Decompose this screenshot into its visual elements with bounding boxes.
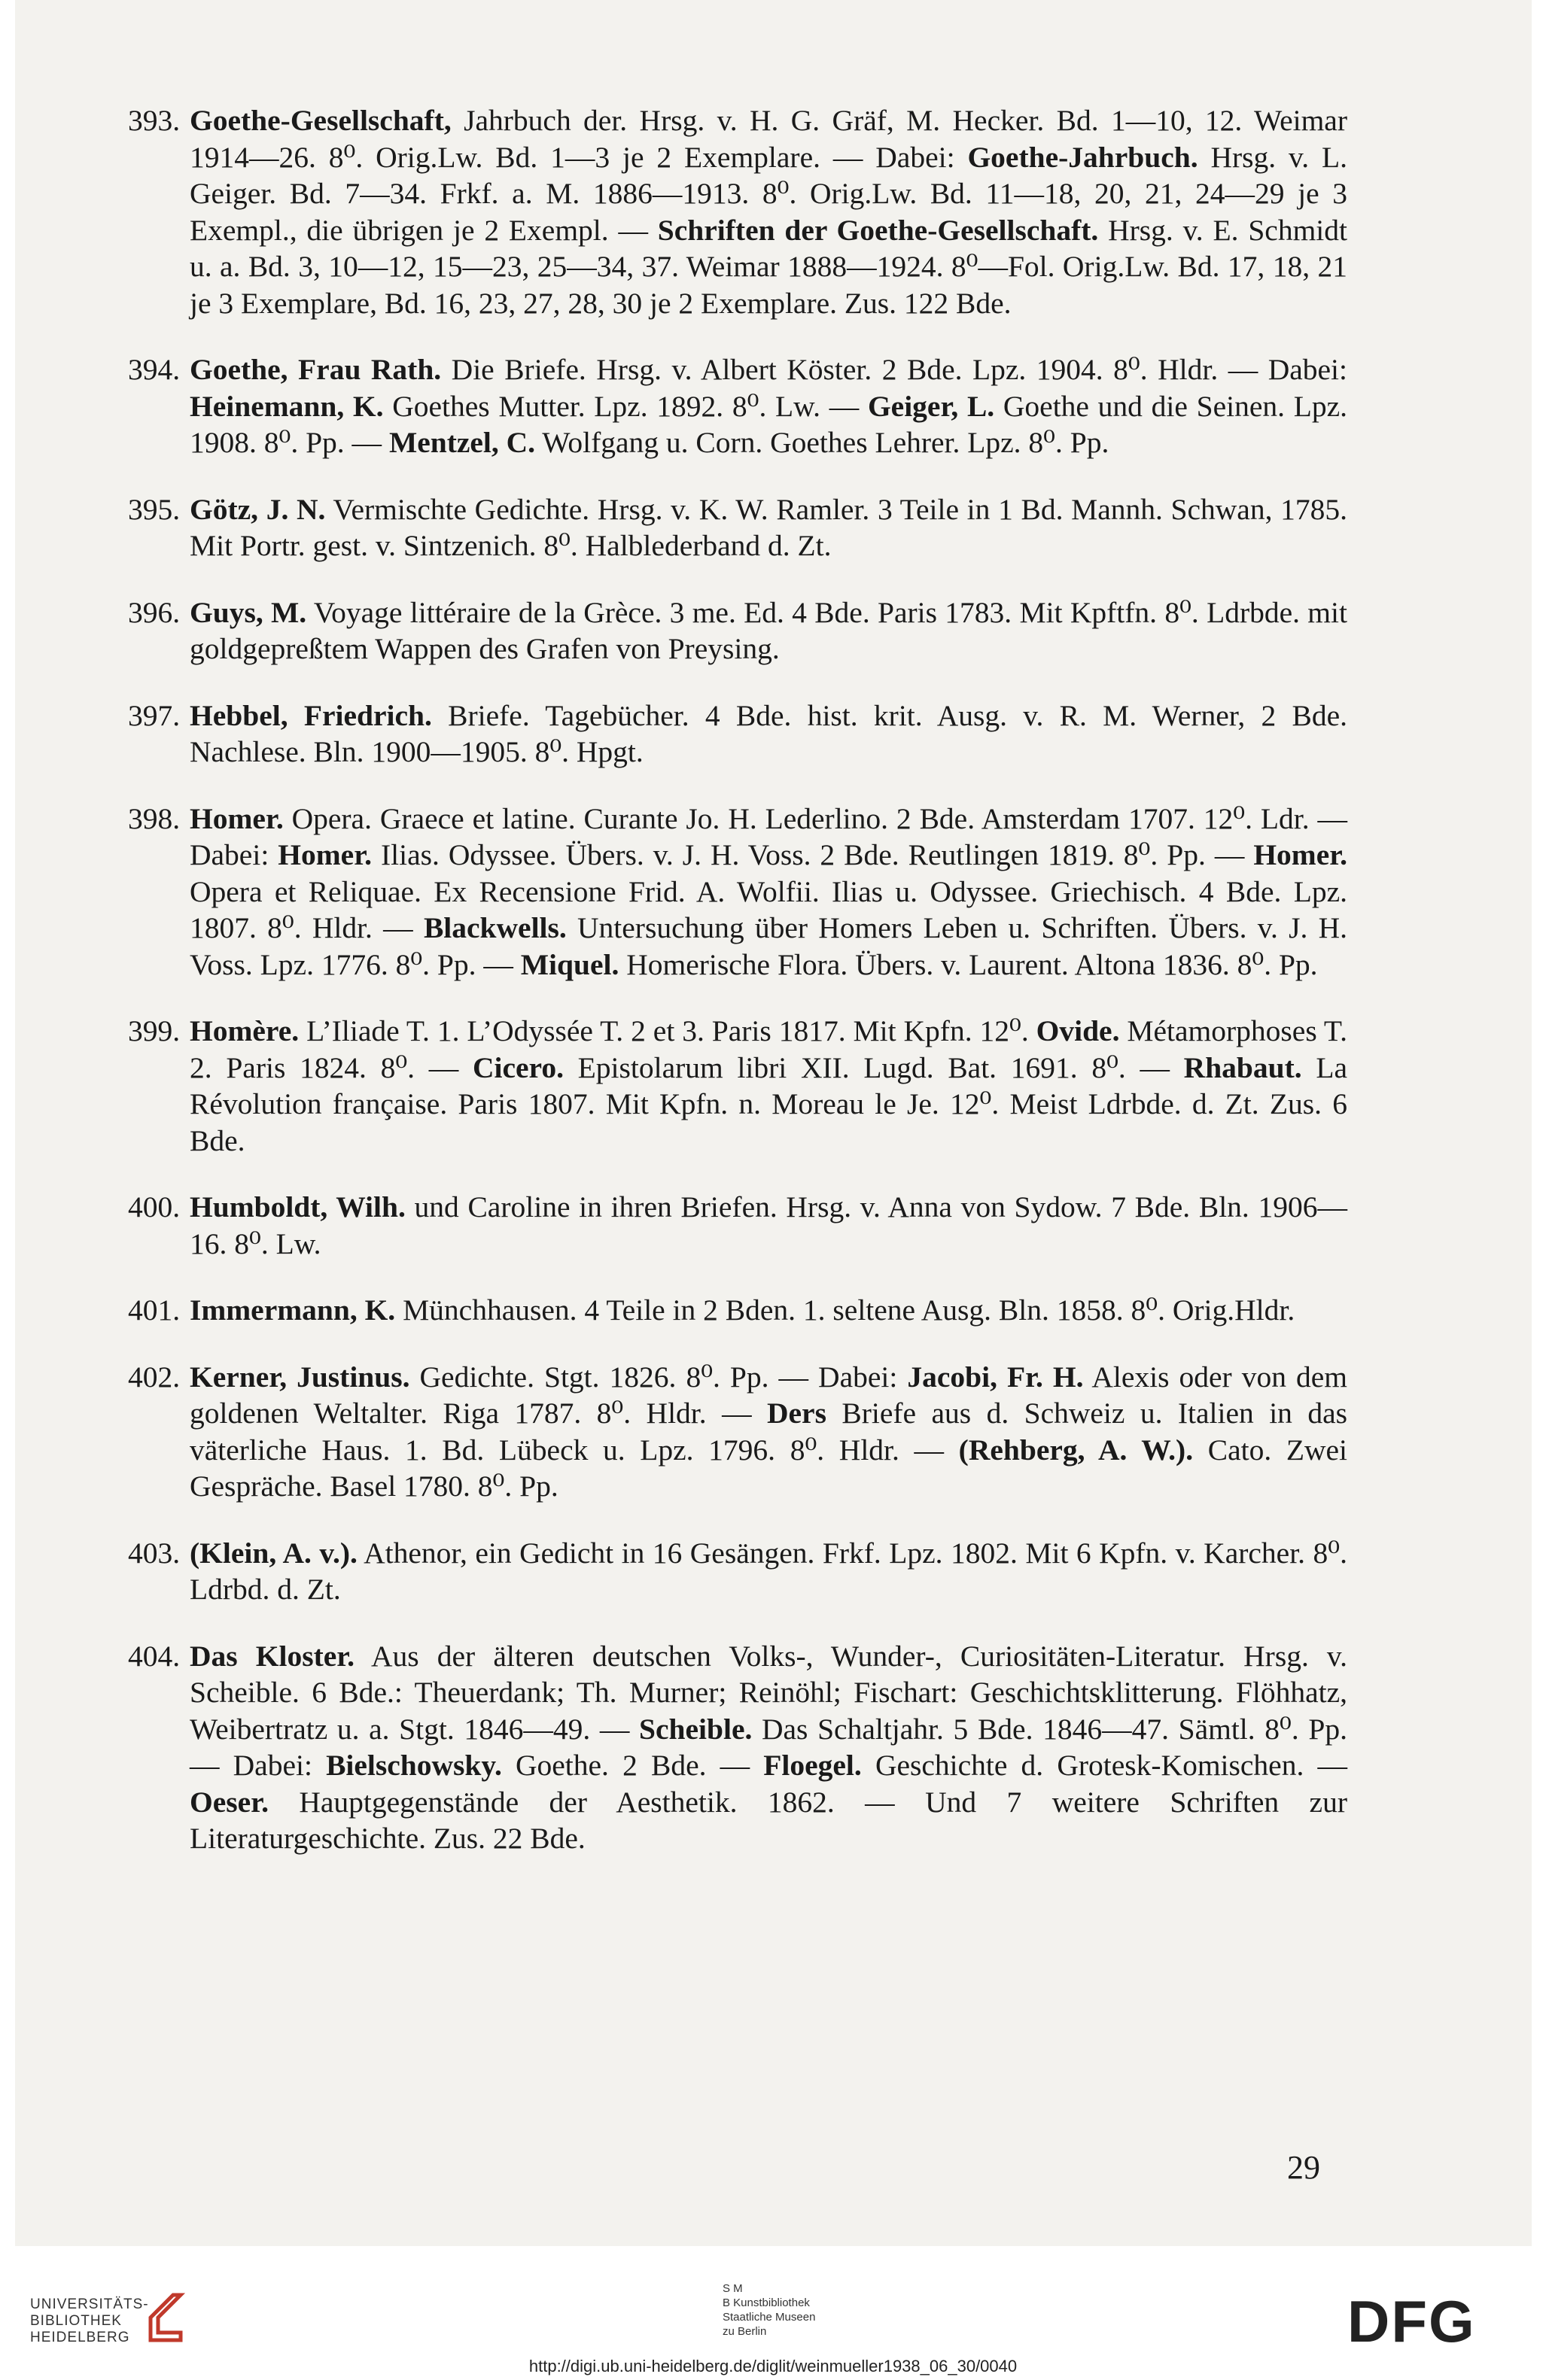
entry-author: Das Kloster.: [190, 1639, 355, 1673]
entry-author: Rhabaut.: [1183, 1050, 1302, 1084]
entry-text: [190, 351, 1347, 461]
entry-number: 404.: [128, 1639, 181, 1673]
entry-description: Jahrbuch der. Hrsg. v. H. G. Gräf, M. Hecker. Bd. 1—10, 12. Weimar 1914—26. 8⁰. Orig.Lw. Bd. 1—3 je 2 Exemplare. — Dabei:: [190, 104, 1347, 174]
catalog-entry: [128, 491, 1347, 564]
entry-author: Goethe-Gesellschaft,: [190, 104, 452, 137]
entry-number: 394.: [128, 353, 181, 386]
entry-author: Goethe-Jahrbuch.: [967, 140, 1198, 174]
smb-logo-line: zu Berlin: [723, 2325, 767, 2338]
catalog-entry: [128, 1638, 1347, 1857]
entry-description: Die Briefe. Hrsg. v. Albert Köster. 2 Bde. Lpz. 1904. 8⁰. Hldr. — Dabei:: [441, 353, 1347, 386]
page-number: 29: [1287, 2149, 1320, 2186]
entry-text: [190, 1189, 1347, 1262]
entry-author: Cicero.: [472, 1050, 564, 1084]
entry-number: 402.: [128, 1360, 181, 1394]
entry-description: Opera et Reliquae. Ex Recensione Frid. A. Wolfii. Ilias u. Odyssee. Griechisch. 4 Bde. Lpz. 1807. 8⁰. Hldr. —: [190, 874, 1347, 944]
entry-author: Goethe, Frau Rath.: [190, 353, 442, 386]
entry-text: [190, 1535, 1347, 1608]
entry-author: Ovide.: [1036, 1014, 1120, 1047]
entry-description: Münchhausen. 4 Teile in 2 Bden. 1. seltene Ausg. Bln. 1858. 8⁰. Orig.Hldr.: [395, 1293, 1295, 1327]
entry-description: La Révolution française. Paris 1807. Mit Kpfn. n. Moreau le Je. 12⁰. Meist Ldrbde. d. Zt. Zus. 6 Bde.: [190, 1050, 1347, 1157]
entry-description: L’Iliade T. 1. L’Odyssée T. 2 et 3. Paris 1817. Mit Kpfn. 12⁰.: [299, 1014, 1036, 1047]
entry-author: Homer.: [1253, 838, 1348, 871]
ub-logo-icon: [143, 2287, 188, 2348]
catalog-entry: [128, 351, 1347, 461]
digitization-footer: [0, 2257, 1546, 2380]
entry-author: Homer.: [190, 801, 284, 835]
scanned-page: [15, 0, 1532, 2246]
entry-text: [190, 594, 1347, 667]
entry-text: [190, 491, 1347, 564]
entry-description: Geschichte d. Grotesk-Komischen. —: [861, 1749, 1347, 1782]
ub-logo-line: HEIDELBERG: [30, 2330, 130, 2345]
ub-logo-line: BIBLIOTHEK: [30, 2313, 122, 2329]
catalog-entry: [128, 698, 1347, 771]
entry-number: 395.: [128, 492, 181, 526]
entry-author: Guys, M.: [190, 595, 307, 629]
ub-heidelberg-logo[interactable]: [30, 2296, 149, 2346]
entry-number: 400.: [128, 1190, 181, 1223]
entry-number: 403.: [128, 1536, 181, 1570]
entry-text: [190, 1292, 1347, 1329]
entry-number: 393.: [128, 104, 181, 137]
entry-text: [190, 1359, 1347, 1505]
entry-author: Jacobi, Fr. H.: [907, 1360, 1084, 1394]
entry-description: Aus der älteren deutschen Volks-, Wunder-, Curiositäten-Literatur. Hrsg. v. Scheible. 6 Bde.: Theuerdank; Th. Murner; Reinöhl; Fischart: Geschichtsklitterung. Flöhhatz, Weibertratz u. a. Stgt. 1846—49. —: [190, 1639, 1347, 1746]
catalog-entry: [128, 1535, 1347, 1608]
catalog-entry: [128, 1292, 1347, 1329]
entry-description: Gedichte. Stgt. 1826. 8⁰. Pp. — Dabei:: [409, 1360, 908, 1394]
entry-description: und Caroline in ihren Briefen. Hrsg. v. Anna von Sydow. 7 Bde. Bln. 1906—16. 8⁰. Lw.: [190, 1190, 1347, 1260]
entry-description: Voyage littéraire de la Grèce. 3 me. Ed. 4 Bde. Paris 1783. Mit Kpftfn. 8⁰. Ldrbde. mit goldgepreßtem Wappen des Grafen von Preysing.: [190, 595, 1347, 665]
entry-author: Floegel.: [763, 1749, 862, 1782]
entry-author: Immermann, K.: [190, 1293, 396, 1327]
entry-text: [190, 1638, 1347, 1857]
entry-author: Ders: [767, 1397, 826, 1430]
entry-description: Cato. Zwei Gespräche. Basel 1780. 8⁰. Pp.: [190, 1433, 1347, 1503]
entry-author: (Klein, A. v.).: [190, 1536, 358, 1570]
entry-description: Vermischte Gedichte. Hrsg. v. K. W. Ramler. 3 Teile in 1 Bd. Mannh. Schwan, 1785. Mit Portr. gest. v. Sintzenich. 8⁰. Halblederband d. Zt.: [190, 492, 1347, 562]
entry-author: (Rehberg, A. W.).: [958, 1433, 1194, 1467]
catalog-entry: [128, 594, 1347, 667]
entry-description: Alexis oder von dem goldenen Weltalter. Riga 1787. 8⁰. Hldr. —: [190, 1360, 1348, 1430]
entry-description: Hrsg. v. L. Geiger. Bd. 7—34. Frkf. a. M. 1886—1913. 8⁰. Orig.Lw. Bd. 11—18, 20, 21, 24—29 je 3 Exempl., die übrigen je 2 Exempl. —: [190, 140, 1347, 247]
smb-logo-line: Staatliche Museen: [723, 2311, 816, 2324]
entry-author: Homère.: [190, 1014, 300, 1047]
entry-author: Götz, J. N.: [190, 492, 326, 526]
entry-description: Briefe aus d. Schweiz u. Italien in das väterliche Haus. 1. Bd. Lübeck u. Lpz. 1796. 8⁰. Hldr. —: [190, 1397, 1347, 1467]
entry-author: Oeser.: [190, 1785, 269, 1819]
entry-author: Bielschowsky.: [326, 1749, 502, 1782]
entry-text: [190, 1013, 1347, 1159]
entry-number: 397.: [128, 698, 181, 732]
entry-text: [190, 698, 1347, 771]
entry-author: Mentzel, C.: [388, 426, 536, 459]
entry-description: Untersuchung über Homers Leben u. Schriften. Übers. v. J. H. Voss. Lpz. 1776. 8⁰. Pp. —: [190, 911, 1347, 981]
entry-author: Geiger, L.: [867, 389, 995, 423]
entry-description: Hauptgegenstände der Aesthetik. 1862. — Und 7 weitere Schriften zur Literaturgeschichte. Zus. 22 Bde.: [190, 1785, 1347, 1855]
entry-text: [190, 102, 1347, 321]
ub-logo-line: UNIVERSITÄTS-: [30, 2296, 149, 2312]
entry-author: Scheible.: [639, 1712, 753, 1746]
permalink-url[interactable]: http://digi.ub.uni-heidelberg.de/diglit/weinmueller1938_06_30/0040: [528, 2357, 1018, 2375]
smb-logo-line: S M: [723, 2282, 743, 2295]
catalog-entry: [128, 1189, 1347, 1262]
catalog-entry: [128, 1013, 1347, 1159]
entry-author: Blackwells.: [423, 911, 567, 944]
catalog-entries: [128, 102, 1347, 1887]
entry-description: Métamorphoses T. 2. Paris 1824. 8⁰. —: [190, 1014, 1347, 1084]
entry-author: Homer.: [278, 838, 372, 871]
entry-description: Briefe. Tagebücher. 4 Bde. hist. krit. Ausg. v. R. M. Werner, 2 Bde. Nachlese. Bln. 1900—1905. 8⁰. Hpgt.: [190, 698, 1348, 768]
entry-author: Hebbel, Friedrich.: [190, 698, 432, 732]
entry-number: 398.: [128, 801, 181, 835]
entry-description: Opera. Graece et latine. Curante Jo. H. Lederlino. 2 Bde. Amsterdam 1707. 12⁰. Ldr. — Dabei:: [190, 801, 1347, 871]
entry-author: Humboldt, Wilh.: [190, 1190, 406, 1223]
entry-description: Wolfgang u. Corn. Goethes Lehrer. Lpz. 8⁰. Pp.: [535, 426, 1109, 459]
entry-author: Schriften der Goethe-Gesellschaft.: [657, 213, 1099, 247]
entry-author: Kerner, Justinus.: [190, 1360, 410, 1394]
entry-author: Heinemann, K.: [190, 389, 384, 423]
smb-kunstbibliothek-logo[interactable]: [723, 2281, 815, 2339]
dfg-logo[interactable]: DFG: [1347, 2288, 1476, 2354]
entry-description: Epistolarum libri XII. Lugd. Bat. 1691. 8⁰. —: [563, 1050, 1184, 1084]
entry-number: 396.: [128, 595, 181, 629]
entry-description: Das Schaltjahr. 5 Bde. 1846—47. Sämtl. 8⁰. Pp. — Dabei:: [190, 1712, 1347, 1782]
entry-number: 399.: [128, 1014, 181, 1047]
entry-description: Goethe und die Seinen. Lpz. 1908. 8⁰. Pp. —: [190, 389, 1347, 459]
entry-author: Miquel.: [520, 947, 619, 981]
entry-description: Goethes Mutter. Lpz. 1892. 8⁰. Lw. —: [383, 389, 868, 423]
entry-description: Athenor, ein Gedicht in 16 Gesängen. Frkf. Lpz. 1802. Mit 6 Kpfn. v. Karcher. 8⁰. Ldrbd. d. Zt.: [190, 1536, 1347, 1606]
smb-logo-line: B Kunstbibliothek: [723, 2296, 810, 2309]
entry-text: [190, 801, 1347, 983]
entry-description: Goethe. 2 Bde. —: [501, 1749, 764, 1782]
catalog-entry: [128, 801, 1347, 983]
catalog-entry: [128, 1359, 1347, 1505]
entry-description: Homerische Flora. Übers. v. Laurent. Altona 1836. 8⁰. Pp.: [619, 947, 1318, 981]
catalog-entry: [128, 102, 1347, 321]
entry-description: Hrsg. v. E. Schmidt u. a. Bd. 3, 10—12, 15—23, 25—34, 37. Weimar 1888—1924. 8⁰—Fol. Orig.Lw. Bd. 17, 18, 21 je 3 Exemplare, Bd. 16, 23, 27, 28, 30 je 2 Exemplare. Zus. 122 Bde.: [190, 213, 1347, 320]
entry-number: 401.: [128, 1293, 181, 1327]
entry-description: Ilias. Odyssee. Übers. v. J. H. Voss. 2 Bde. Reutlingen 1819. 8⁰. Pp. —: [371, 838, 1254, 871]
